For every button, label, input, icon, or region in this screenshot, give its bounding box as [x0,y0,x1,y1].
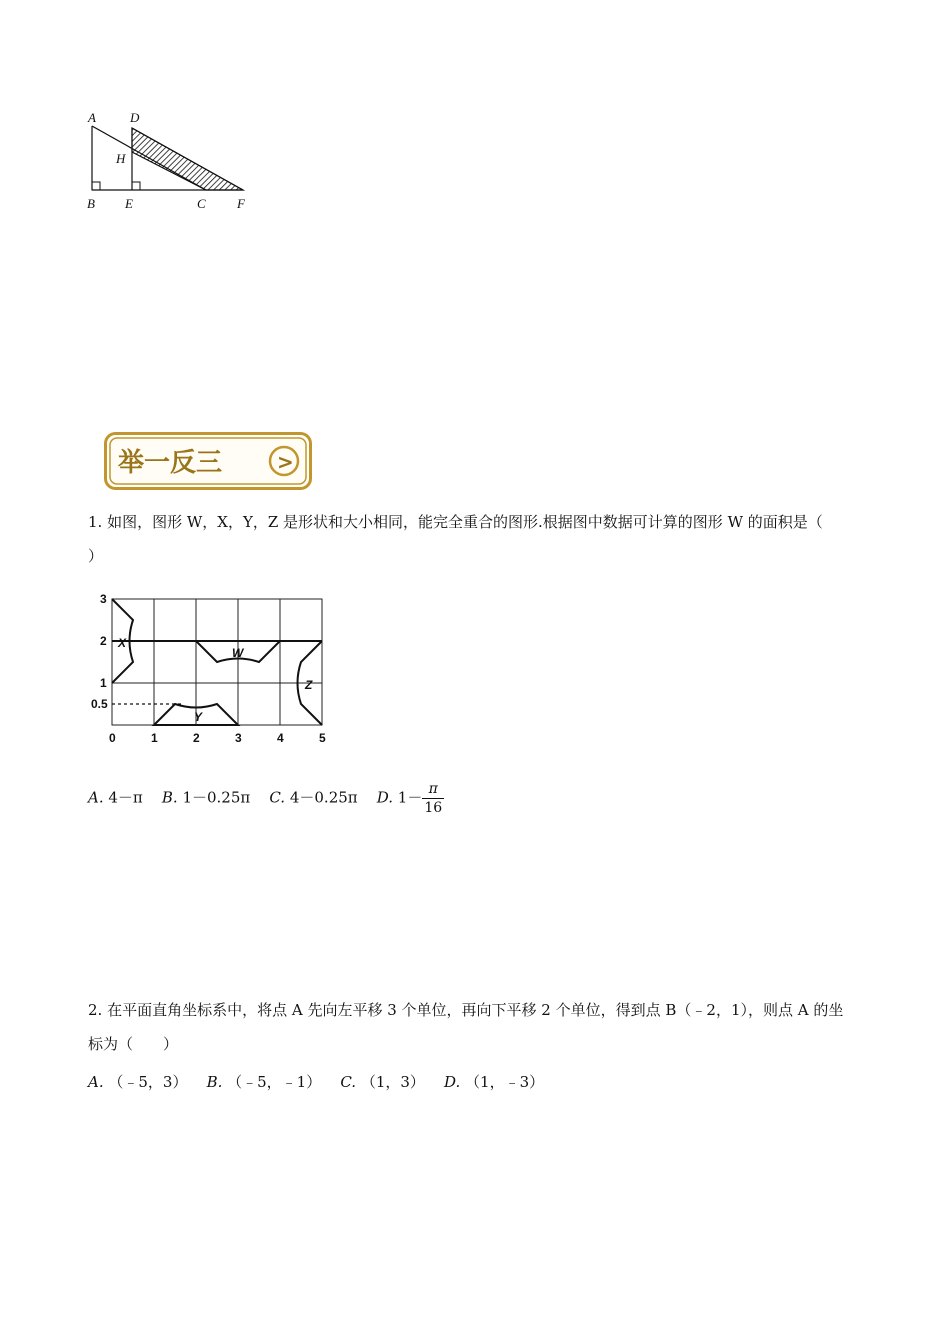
label-e: E [125,196,133,211]
q1-stem: 1. 如图，图形 W，X，Y，Z 是形状和大小相同，能完全重合的图形.根据图中数据可计算的图形 W 的面积是（ [88,513,823,531]
q2-option-c: （1，3） [360,1073,425,1091]
y-tick-1: 1 [100,676,107,690]
y-tick-2: 2 [100,634,107,648]
triangle-figure [80,108,260,216]
label-f: F [237,196,245,211]
q1-option-c-label: C. [269,788,286,807]
q1-option-d-label: D. [376,788,393,807]
q1-option-c: 4－0.25π [289,788,358,807]
label-w: W [232,646,244,660]
frac-num: π [422,780,444,799]
q1-option-a-label: A. [88,788,104,807]
q1-option-a: 4－π [108,788,143,807]
x-tick-1: 1 [151,731,158,745]
q2-option-a: （﹣5，3） [108,1073,188,1091]
q2-line2: 标为（ ） [88,1035,179,1053]
arrow-glyph: > [277,450,294,474]
y-tick-0-5: 0.5 [91,697,108,711]
x-tick-0: 0 [109,731,116,745]
q1-options [88,780,444,817]
q2-option-b: （﹣5，﹣1） [227,1073,322,1091]
q2-option-a-label: A. [88,1073,104,1091]
y-tick-3: 3 [100,592,107,606]
x-tick-3: 3 [235,731,242,745]
frac-den: 16 [424,800,443,816]
label-d: D [130,110,140,125]
q1-option-b: 1－0.25π [182,788,251,807]
q1-option-d-prefix: 1－ [397,788,423,807]
badge-title: 举一反三 [118,448,223,478]
label-x: X [118,636,127,650]
label-z: Z [305,678,313,692]
q2-option-b-label: B. [206,1073,223,1091]
grid-figure [91,590,336,750]
q2-option-c-label: C. [340,1073,357,1091]
x-tick-4: 4 [277,731,284,745]
label-h: H [116,151,126,166]
q1-close: ） [88,547,104,565]
section-badge [104,432,312,490]
q2-option-d-label: D. [443,1073,461,1091]
q2-text [88,993,888,1061]
q2-line1: 2. 在平面直角坐标系中，将点 A 先向左平移 3 个单位，再向下平移 2 个单位，得到点 B（﹣2，1），则点 A 的坐 [88,1001,844,1019]
q1-text [88,505,878,573]
x-tick-5: 5 [319,731,326,745]
q1-option-d-fraction [422,780,444,817]
q1-option-b-label: B. [161,788,178,807]
x-tick-2: 2 [193,731,200,745]
q2-options [88,1070,544,1094]
label-y: Y [194,710,203,724]
label-a: A [88,110,96,125]
label-c: C [197,196,206,211]
q2-option-d: （1，﹣3） [465,1073,545,1091]
label-b: B [87,196,95,211]
